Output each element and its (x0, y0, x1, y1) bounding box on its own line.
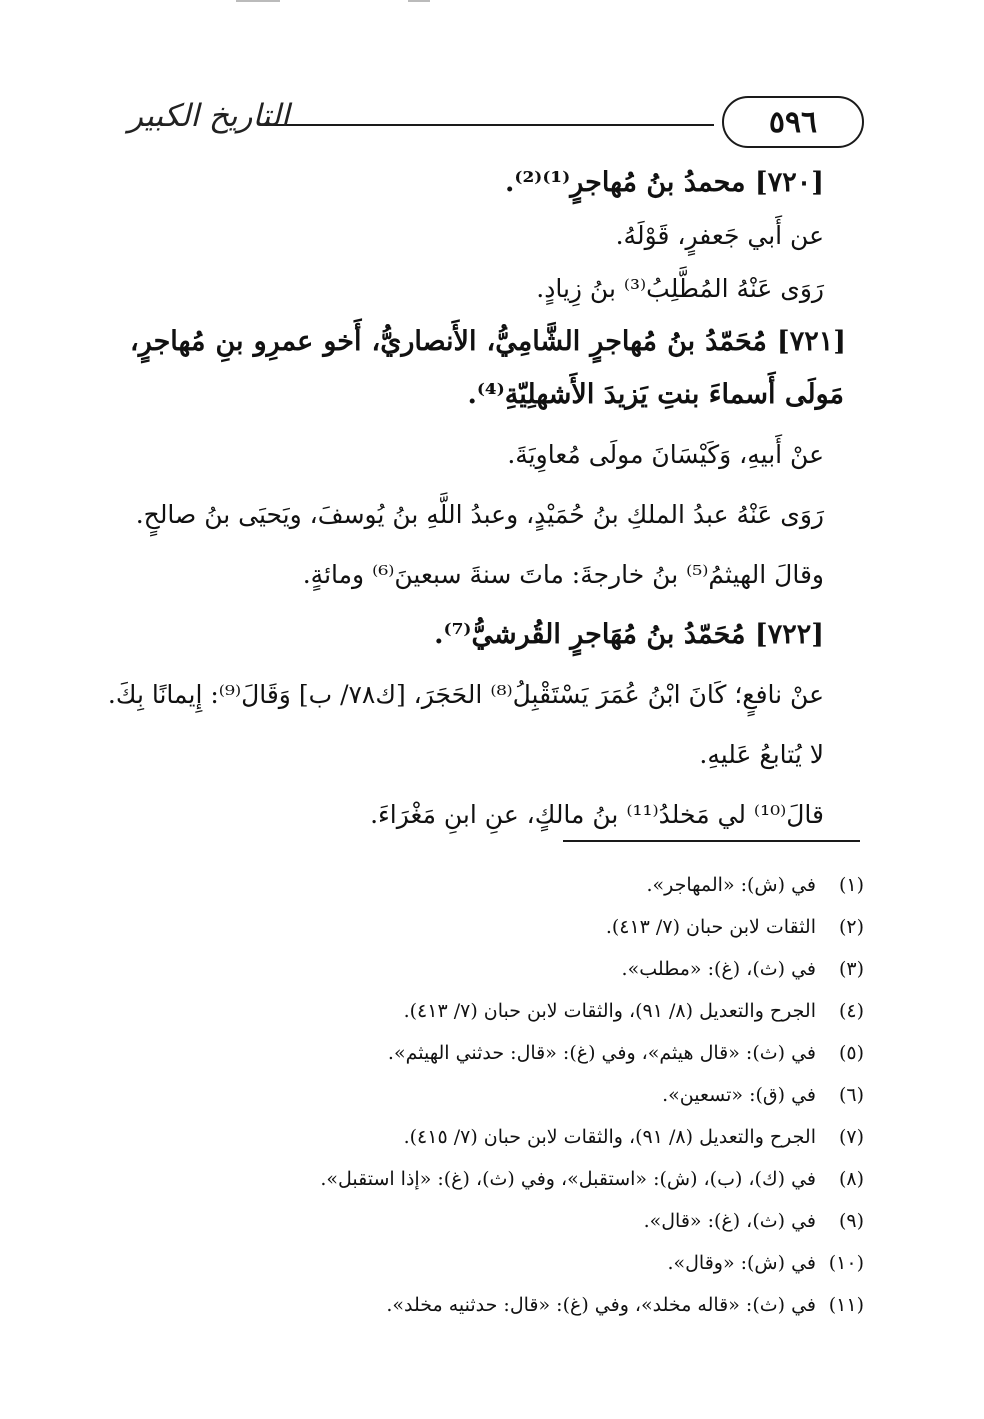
footnote-text: في (ك)، (ب)، (ش): «استقبل»، وفي (ث)، (غ): «إذا استقبل». (320, 1168, 816, 1190)
text-line: رَوَى عَنْهُ المُطَّلِبُ⁽³⁾ بنُ زِيادٍ. (536, 274, 824, 303)
footnote-number: (١٠) (828, 1252, 864, 1274)
footnote-text: في (ث)، (غ): «قال». (643, 1210, 816, 1232)
entry-721-heading: [٧٢١] مُحَمّدُ بنُ مُهاجرٍ الشَّامِيُّ، الأَنصاريُّ، أَخو عمرِو بنِ مُهاجرٍ، (130, 326, 846, 357)
entry-722-heading: [٧٢٢] مُحَمّدُ بنُ مُهَاجرٍ القُرشيُّ⁽⁷⁾. (434, 619, 824, 650)
footnote-number: (٣) (838, 958, 864, 980)
footnote-number: (٦) (838, 1084, 864, 1106)
footnote (130, 1032, 864, 1074)
text-line: عن أَبي جَعفرٍ، قَوْلَهُ. (615, 221, 824, 250)
footnote (130, 1242, 864, 1284)
footnote (130, 1200, 864, 1242)
footnote (130, 1158, 864, 1200)
footnote-text: في (ث): «قال هيثم»، وفي (غ): «قال: حدثني الهيثم». (387, 1042, 816, 1064)
footnote-number: (٥) (838, 1042, 864, 1064)
text-line: وقالَ الهيثمُ⁽⁵⁾ بنُ خارجةَ: ماتَ سنةَ سبعينَ⁽⁶⁾ ومائةٍ. (302, 560, 824, 589)
footnote-text: في (ش): «وقال». (667, 1252, 816, 1274)
text-line: لا يُتابعُ عَليهِ. (699, 740, 824, 769)
footnote-text: الجرح والتعديل (٨/ ٩١)، والثقات لابن حبان (٧/ ٤١٥). (403, 1126, 816, 1148)
footnote-text: الثقات لابن حبان (٧/ ٤١٣). (605, 916, 816, 938)
footnote (130, 1116, 864, 1158)
footnotes (130, 864, 864, 1326)
footnote-number: (٢) (838, 916, 864, 938)
footnote (130, 990, 864, 1032)
footnote-number: (٩) (838, 1210, 864, 1232)
footnote-number: (١) (838, 874, 864, 896)
footnote-number: (١١) (828, 1294, 864, 1316)
entry-720-heading: [٧٢٠] محمدُ بنُ مُهاجرٍ⁽¹⁾⁽²⁾. (505, 167, 824, 198)
footnote-text: في (ث): «قاله مخلد»، وفي (غ): «قال: حدثنيه مخلد». (386, 1294, 816, 1316)
footnote-separator (563, 840, 860, 842)
footnote-number: (٤) (838, 1000, 864, 1022)
footnote (130, 906, 864, 948)
footnote-number: (٧) (838, 1126, 864, 1148)
footnote-text: في (ث)، (غ): «مطلب». (621, 958, 816, 980)
footnote-text: الجرح والتعديل (٨/ ٩١)، والثقات لابن حبان (٧/ ٤١٣). (403, 1000, 816, 1022)
page-header (128, 96, 864, 156)
footnote (130, 1284, 864, 1326)
text-line: رَوَى عَنْهُ عبدُ الملكِ بنُ حُمَيْدٍ، وعبدُ اللَّهِ بنُ يُوسفَ، ويَحيَى بنُ صالحٍ. (135, 500, 824, 529)
text-line: عنْ أَبيهِ، وَكَيْسَانَ مولَى مُعاوِيَةَ. (507, 440, 824, 469)
footnote (130, 864, 864, 906)
entry-721-heading-cont: مَولَى أَسماءَ بنتِ يَزيدَ الأَشهلِيّةِ⁽⁴⁾. (467, 379, 844, 410)
crop-mark (236, 0, 280, 2)
crop-mark (408, 0, 430, 2)
book-title: التاريخ الكبير (128, 98, 290, 134)
text-line: عنْ نافعٍ؛ كَانَ ابْنُ عُمَرَ يَسْتَقْبِلُ⁽⁸⁾ الحَجَرَ، [ك٧٨/ ب] وَقَالَ⁽⁹⁾: إِيمانًا بِكَ. (107, 680, 824, 709)
footnote-text: في (ق): «تسعين». (662, 1084, 816, 1106)
header-rule (260, 124, 714, 126)
footnote-text: في (ش): «المهاجر». (646, 874, 816, 896)
main-text (107, 156, 846, 841)
footnote-number: (٨) (838, 1168, 864, 1190)
footnote (130, 1074, 864, 1116)
text-line: قالَ⁽¹⁰⁾ لي مَخلدُ⁽¹¹⁾ بنُ مالكٍ، عنِ ابنِ مَغْرَاءَ. (370, 800, 824, 829)
page-number: ٥٩٦ (722, 96, 864, 148)
footnote (130, 948, 864, 990)
